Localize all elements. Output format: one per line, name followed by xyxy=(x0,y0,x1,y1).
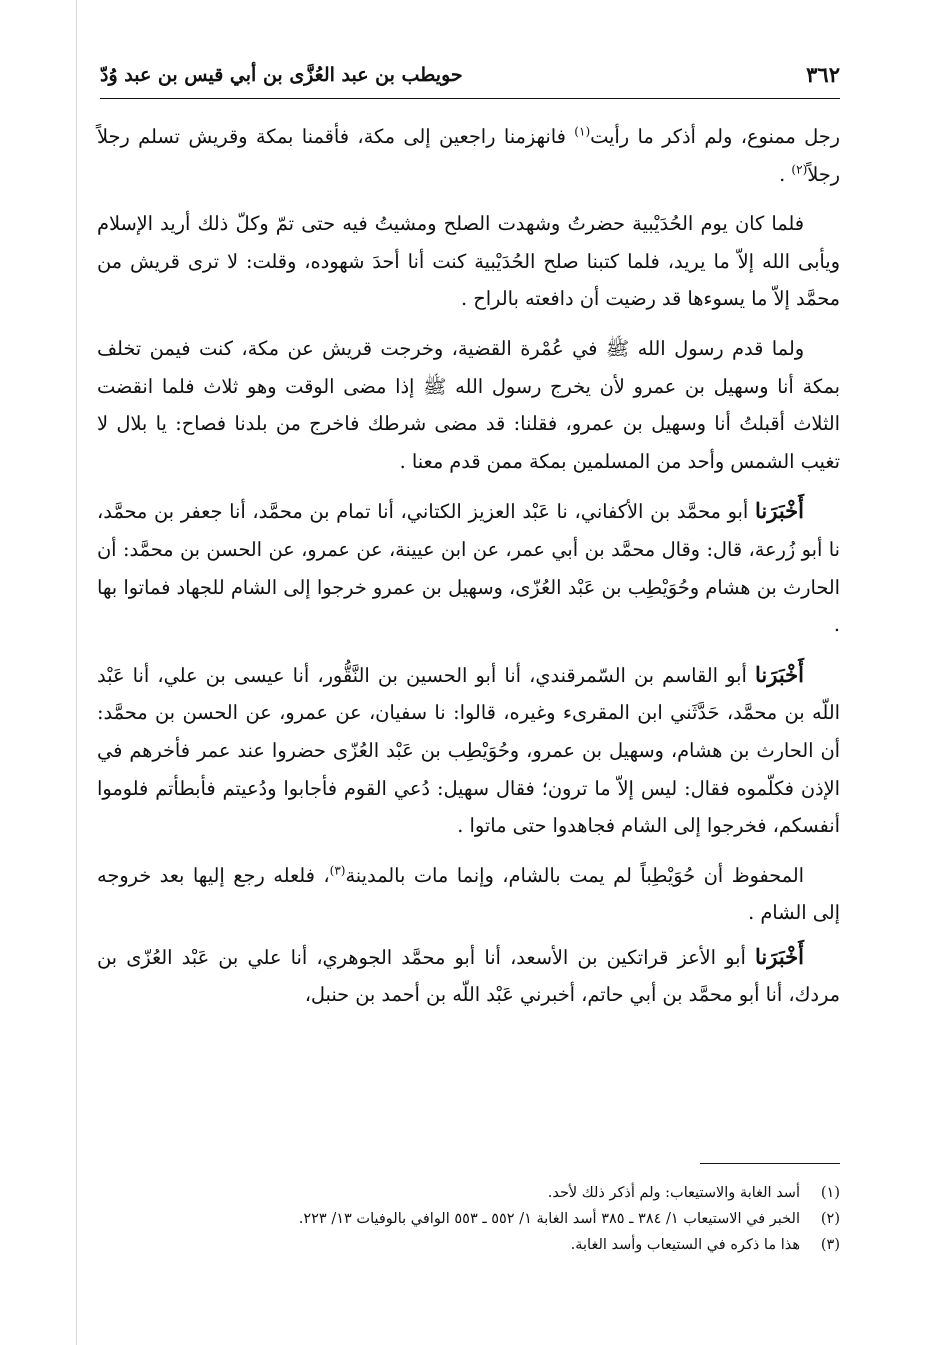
paragraph xyxy=(97,857,840,932)
paragraph-text: ولما قدم رسول الله ﷺ في عُمْرة القضية، وخرجت قريش عن مكة، كنت فيمن تخلف بمكة أنا وسهيل بن عمرو لأن يخرج رسول الله ﷺ إذا مضى الوقت وهو ثلاث فلما انقضت الثلاث أقبلتُ أنا وسهيل بن عمرو، فقلنا: قد مضى شرطك فاخرج من بلدنا فصاح: يا بلال لا تغيب الشمس وأحد من المسلمين بمكة ممن قدم معنا . xyxy=(97,336,840,473)
footnote-number: (٣) xyxy=(820,1237,840,1253)
narration-keyword: أَخْبَرَنا xyxy=(755,661,804,687)
footnotes xyxy=(97,1180,840,1258)
paragraph xyxy=(97,656,840,845)
footnote xyxy=(97,1232,840,1258)
footnote-text: الخبر في الاستيعاب ١/ ٣٨٤ ـ ٣٨٥ أسد الغابة ١/ ٥٥٢ ـ ٥٥٣ الوافي بالوفيات ١٣/ ٢٢٣. xyxy=(298,1211,800,1227)
paragraph-text: أبو محمَّد بن الأكفاني، نا عَبْد العزيز الكتاني، أنا تمام بن محمَّد، أنا جعفر بن محمَّد، نا أبو زُرعة، قال: وقال محمَّد بن أبي عمر، عن ابن عيينة، عن عمرو، عن الحسن بن محمَّد: أن الحارث بن هشام وحُوَيْطِب بن عَبْد العُزّى، وسهيل بن عمرو خرجوا إلى الشام للجهاد فماتوا بها . xyxy=(97,500,840,637)
footnote xyxy=(97,1180,840,1206)
footnote-reference: (١) xyxy=(574,124,591,139)
main-text xyxy=(97,118,840,1026)
footnote xyxy=(97,1206,840,1232)
paragraph xyxy=(97,205,840,318)
running-header xyxy=(100,58,840,99)
paragraph-text: فلما كان يوم الحُدَيْبية حضرتُ وشهدت الصلح ومشيتُ فيه حتى تمّ وكلّ ذلك أريد الإسلام ويأبى الله إلاّ ما يريد، فلما كتبنا صلح الحُدَيْبية كنت أنا أحدَ شهوده، وقلت: لا ترى قريش من محمَّد إلاّ ما يسوءها قد رضيت أن دافعته بالراح . xyxy=(97,212,840,311)
page-number: ٣٦٢ xyxy=(806,62,840,87)
paragraph-text: فانهزمنا راجعين إلى مكة، فأقمنا بمكة وقريش تسلم رجلاً رجلاً xyxy=(97,125,840,186)
footnote-number: (١) xyxy=(820,1185,840,1201)
paragraph-text: رجل ممنوع، ولم أذكر ما رأيت xyxy=(590,125,840,148)
footnote-reference: (٢) xyxy=(791,162,808,177)
paragraph-text: أبو القاسم بن السّمرقندي، أنا أبو الحسين بن النَّقُّور، أنا عيسى بن علي، أنا عَبْد اللّه بن محمَّد، حَدَّثَني ابن المقرىء وغيره، قالوا: نا سفيان، عن عمرو، عن الحسن بن محمَّد: أن الحارث بن هشام، وسهيل بن عمرو، وحُوَيْطِب بن عَبْد العُزّى حضروا عند عمر فأخرهم في الإذن فكلّموه فقال: ليس إلاّ ما ترون؛ فقال سهيل: دُعي القوم فأجابوا ودُعيتم فأبطأتم فلوموا أنفسكم، فخرجوا إلى الشام فجاهدوا حتى ماتوا . xyxy=(97,663,840,838)
paragraph-text: ، فلعله رجع إليها بعد خروجه إلى الشام . xyxy=(97,863,840,925)
paragraph xyxy=(97,492,840,643)
narration-keyword: أَخْبَرَنا xyxy=(755,943,804,969)
paragraph xyxy=(97,938,840,1014)
footnote-reference: (٣) xyxy=(329,863,346,878)
running-title: حويطب بن عبد العُزَّى بن أبي قيس بن عبد وُدّ xyxy=(100,64,463,86)
scan-edge-line xyxy=(76,0,77,1345)
paragraph xyxy=(97,330,840,480)
narration-keyword: أَخْبَرَنا xyxy=(755,498,804,524)
paragraph xyxy=(97,118,840,193)
footnote-separator xyxy=(700,1163,840,1164)
paragraph-text: المحفوظ أن حُوَيْطِباً لم يمت بالشام، وإنما مات بالمدينة xyxy=(345,863,804,887)
paragraph-text: . xyxy=(779,162,792,186)
paragraph-text: أبو الأعز قراتكين بن الأسعد، أنا أبو محمَّد الجوهري، أنا علي بن عَبْد العُزّى بن مردك، أنا أبو محمَّد بن أبي حاتم، أخبرني عَبْد اللّه بن أحمد بن حنبل، xyxy=(97,945,840,1007)
footnote-number: (٢) xyxy=(820,1211,840,1227)
footnote-text: أسد الغابة والاستيعاب: ولم أذكر ذلك لأحد. xyxy=(547,1185,800,1201)
footnote-text: هذا ما ذكره في الستيعاب وأسد الغابة. xyxy=(570,1237,800,1253)
